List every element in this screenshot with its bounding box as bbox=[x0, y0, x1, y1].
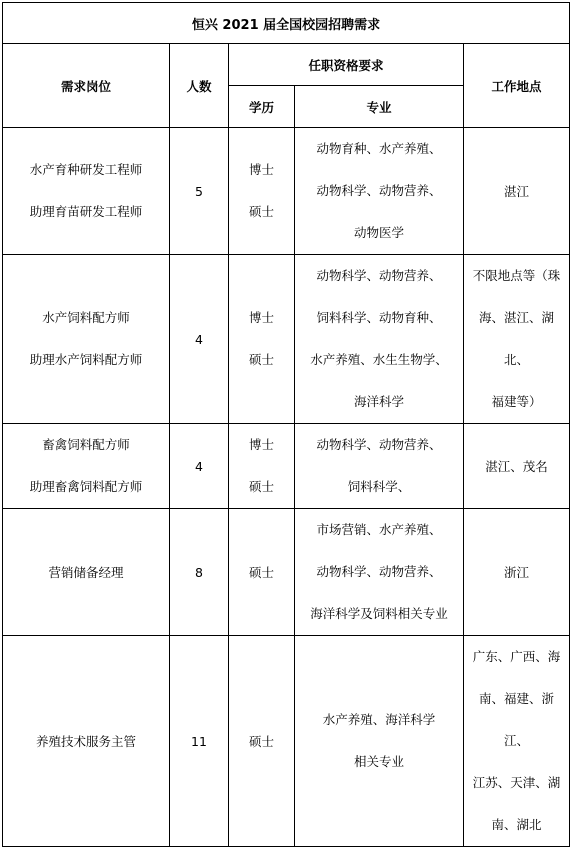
education-level: 硕士 bbox=[248, 204, 274, 219]
count-cell: 4 bbox=[170, 424, 229, 509]
position-name: 助理育苗研发工程师 bbox=[29, 204, 143, 219]
location-cell bbox=[464, 424, 570, 509]
education-level: 硕士 bbox=[248, 733, 274, 749]
header-location: 工作地点 bbox=[464, 44, 570, 128]
education-level: 博士 bbox=[248, 162, 274, 177]
major-cell bbox=[295, 128, 464, 255]
major-cell bbox=[295, 255, 464, 424]
education-level: 博士 bbox=[248, 437, 274, 452]
education-cell bbox=[229, 636, 295, 847]
education-cell bbox=[229, 424, 295, 509]
count-cell: 5 bbox=[170, 128, 229, 255]
position-cell bbox=[3, 128, 170, 255]
position-cell bbox=[3, 424, 170, 509]
major-line: 相关专业 bbox=[353, 754, 404, 769]
major-line: 市场营销、水产养殖、 bbox=[316, 522, 442, 537]
position-name: 养殖技术服务主管 bbox=[35, 733, 136, 749]
location-line: 海、湛江、湖北、 bbox=[479, 310, 555, 367]
major-line: 动物科学、动物营养、 bbox=[316, 268, 442, 283]
education-level: 硕士 bbox=[248, 564, 274, 580]
location-line: 福建等） bbox=[491, 394, 542, 409]
major-line: 饲料科学、 bbox=[347, 479, 411, 494]
education-cell bbox=[229, 128, 295, 255]
major-line: 海洋科学 bbox=[353, 394, 404, 409]
location-cell bbox=[464, 509, 570, 636]
major-line: 水产养殖、水生生物学、 bbox=[310, 352, 448, 367]
position-cell bbox=[3, 509, 170, 636]
position-name: 畜禽饲料配方师 bbox=[42, 437, 130, 452]
major-line: 动物育种、水产养殖、 bbox=[316, 141, 442, 156]
major-line: 海洋科学及饲料相关专业 bbox=[310, 606, 448, 621]
table-row bbox=[3, 509, 570, 636]
position-cell bbox=[3, 636, 170, 847]
location-cell bbox=[464, 255, 570, 424]
education-level: 硕士 bbox=[248, 479, 274, 494]
major-line: 动物医学 bbox=[353, 225, 404, 240]
major-line: 水产养殖、海洋科学 bbox=[322, 712, 436, 727]
header-major: 专业 bbox=[295, 86, 464, 128]
table-row bbox=[3, 424, 570, 509]
major-cell bbox=[295, 509, 464, 636]
header-qualification: 任职资格要求 bbox=[229, 44, 464, 86]
position-name: 营销储备经理 bbox=[48, 564, 124, 580]
location-cell bbox=[464, 636, 570, 847]
education-cell bbox=[229, 255, 295, 424]
location-line: 浙江 bbox=[504, 564, 530, 580]
major-cell bbox=[295, 424, 464, 509]
major-line: 动物科学、动物营养、 bbox=[316, 564, 442, 579]
count-cell: 4 bbox=[170, 255, 229, 424]
location-line: 不限地点等（珠 bbox=[472, 268, 561, 283]
count-cell: 8 bbox=[170, 509, 229, 636]
education-level: 硕士 bbox=[248, 352, 274, 367]
position-name: 助理畜禽饲料配方师 bbox=[29, 479, 143, 494]
location-line: 江苏、天津、湖 bbox=[472, 775, 561, 790]
location-line: 广东、广西、海 bbox=[472, 649, 561, 664]
header-education: 学历 bbox=[229, 86, 295, 128]
position-name: 助理水产饲料配方师 bbox=[29, 352, 143, 367]
table-title: 恒兴 2021 届全国校园招聘需求 bbox=[3, 3, 570, 44]
recruitment-table bbox=[2, 2, 570, 847]
table-row bbox=[3, 128, 570, 255]
education-level: 博士 bbox=[248, 310, 274, 325]
header-count: 人数 bbox=[170, 44, 229, 128]
position-cell bbox=[3, 255, 170, 424]
table-row bbox=[3, 636, 570, 847]
table-row bbox=[3, 255, 570, 424]
location-line: 南、湖北 bbox=[491, 817, 542, 832]
major-line: 饲料科学、动物育种、 bbox=[316, 310, 442, 325]
location-line: 湛江 bbox=[504, 183, 530, 199]
location-cell bbox=[464, 128, 570, 255]
major-cell bbox=[295, 636, 464, 847]
count-cell: 11 bbox=[170, 636, 229, 847]
position-name: 水产育种研发工程师 bbox=[29, 162, 143, 177]
location-line: 湛江、茂名 bbox=[485, 458, 548, 474]
header-position: 需求岗位 bbox=[3, 44, 170, 128]
position-name: 水产饲料配方师 bbox=[42, 310, 130, 325]
education-cell bbox=[229, 509, 295, 636]
major-line: 动物科学、动物营养、 bbox=[316, 183, 442, 198]
location-line: 南、福建、浙江、 bbox=[479, 691, 555, 748]
major-line: 动物科学、动物营养、 bbox=[316, 437, 442, 452]
